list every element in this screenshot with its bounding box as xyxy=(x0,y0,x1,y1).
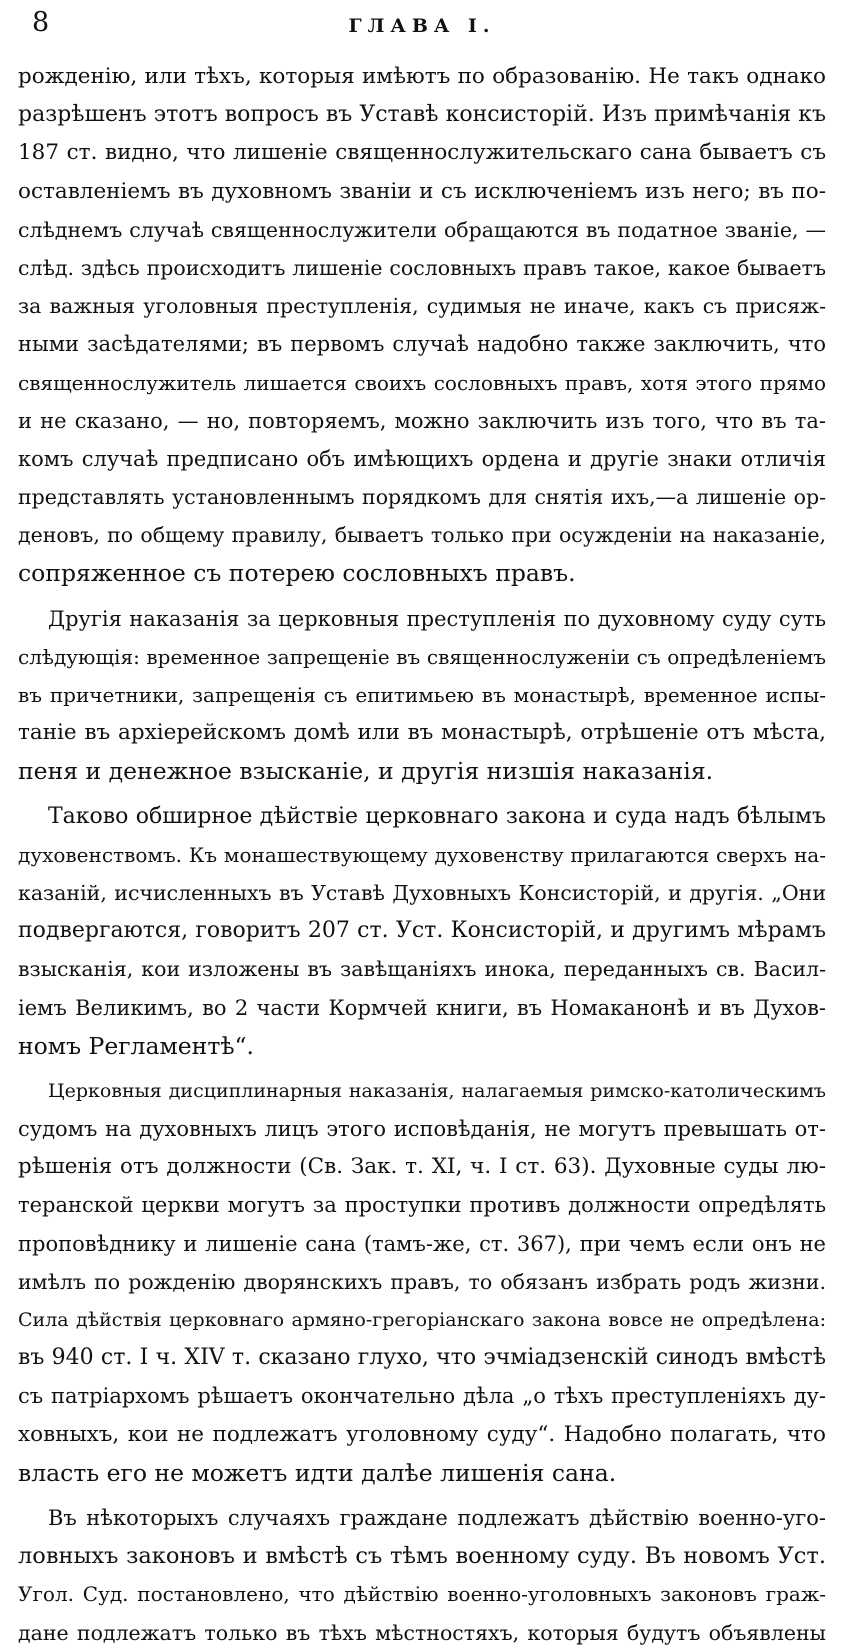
text-line: слѣд. здѣсь происходитъ лишеніе сословныхъ правъ такое, какое бываетъ xyxy=(18,255,826,280)
page-number: 8 xyxy=(32,7,50,38)
text-line: номъ Регламентѣ“. xyxy=(18,1031,254,1060)
text-line: священнослужитель лишается своихъ сословныхъ правъ, хотя этого прямо xyxy=(18,370,826,395)
text-line: Сила дѣйствія церковнаго армяно-грегоріанскаго закона вовсе не опредѣлена: xyxy=(18,1309,826,1331)
text-line: оставленіемъ въ духовномъ званіи и съ исключеніемъ изъ него; въ по- xyxy=(18,178,826,204)
text-line: пеня и денежное взысканіе, и другія низшія наказанія. xyxy=(18,757,714,786)
text-line: Таково обширное дѣйствіе церковнаго закона и суда надъ бѣлымъ xyxy=(48,803,826,829)
text-line: деновъ, по общему правилу, бываетъ только при осужденіи на наказаніе, xyxy=(18,523,826,548)
text-line: Угол. Суд. постановлено, что дѣйствію военно-уголовныхъ законовъ граж- xyxy=(18,1582,826,1607)
text-line: подвергаются, говоритъ 207 ст. Уст. Консисторій, и другимъ мѣрамъ xyxy=(18,918,826,944)
text-line: въ причетники, запрещенія съ епитимьею въ монастырѣ, временное испы- xyxy=(18,683,826,707)
text-line: слѣднемъ случаѣ священнослужители обращаются въ податное званіе, — xyxy=(18,217,826,242)
running-title: ГЛАВА I. xyxy=(348,15,496,37)
text-line: судомъ на духовныхъ лицъ этого исповѣданія, не могутъ превышать от- xyxy=(18,1117,826,1142)
text-line: духовенствомъ. Къ монашествующему духовенству прилагаются сверхъ на- xyxy=(18,842,826,867)
text-line: представлять установленнымъ порядкомъ для снятія ихъ,—а лишеніе ор- xyxy=(18,485,826,510)
text-line: іемъ Великимъ, во 2 части Кормчей книги, въ Номаканонѣ и въ Духов- xyxy=(18,995,826,1020)
page-header xyxy=(0,0,844,50)
body-text xyxy=(18,58,826,1652)
text-line: рѣшенія отъ должности (Св. Зак. т. XI, ч. I ст. 63). Духовные суды лю- xyxy=(18,1154,826,1180)
text-line: ными засѣдателями; въ первомъ случаѣ надобно также заключить, что xyxy=(18,332,826,357)
text-line: комъ случаѣ предписано объ имѣющихъ ордена и другіе знаки отличія xyxy=(18,446,826,471)
text-line: слѣдующія: временное запрещеніе въ священнослуженіи съ опредѣленіемъ xyxy=(18,644,826,669)
text-line: взысканія, кои изложены въ завѣщаніяхъ инока, переданныхъ св. Васил- xyxy=(18,957,826,982)
text-line: теранской церкви могутъ за проступки противъ должности опредѣлять xyxy=(18,1193,826,1218)
text-line: казаній, исчисленныхъ въ Уставѣ Духовныхъ Консисторій, и другія. „Они xyxy=(18,880,826,905)
text-line: дане подлежатъ только въ тѣхъ мѣстностяхъ, которыя будутъ объявлены xyxy=(18,1620,826,1645)
paragraph-3 xyxy=(18,798,826,1065)
text-line: власть его не можетъ идти далѣе лишенія сана. xyxy=(18,1458,617,1487)
text-line: Другія наказанія за церковныя преступленія по духовному суду суть xyxy=(48,606,826,631)
text-line: ховныхъ, кои не подлежатъ уголовному суду“. Надобно полагать, что xyxy=(18,1421,826,1447)
text-line: съ патріархомъ рѣшаетъ окончательно дѣла „о тѣхъ преступленіяхъ ду- xyxy=(18,1384,826,1409)
text-line: разрѣшенъ этотъ вопросъ въ Уставѣ консисторій. Изъ примѣчанія къ xyxy=(18,102,826,128)
text-line: Въ нѣкоторыхъ случаяхъ граждане подлежатъ дѣйствію военно-уго- xyxy=(48,1505,826,1530)
paragraph-1 xyxy=(18,58,826,593)
paragraph-4 xyxy=(18,1072,826,1492)
text-line: и не сказано, — но, повторяемъ, можно заключить изъ того, что въ та- xyxy=(18,408,826,433)
text-line: сопряженное съ потерею сословныхъ правъ. xyxy=(18,559,576,588)
text-line: рожденію, или тѣхъ, которыя имѣютъ по образованію. Не такъ однако xyxy=(18,64,826,89)
text-line: 187 ст. видно, что лишеніе священнослужительскаго сана бываетъ съ xyxy=(18,140,826,166)
text-line: проповѣднику и лишеніе сана (тамъ-же, ст. 367), при чемъ если онъ не xyxy=(18,1231,826,1256)
text-line: за важныя уголовныя преступленія, судимыя не иначе, какъ съ присяж- xyxy=(18,294,826,319)
text-line: имѣлъ по рожденію дворянскихъ правъ, то обязанъ избрать родъ жизни. xyxy=(18,1269,826,1294)
paragraph-5 xyxy=(18,1499,826,1652)
paragraph-2 xyxy=(18,600,826,791)
text-line: Церковныя дисциплинарныя наказанія, налагаемыя римско-католическимъ xyxy=(48,1079,826,1102)
text-line: ловныхъ законовъ и вмѣстѣ съ тѣмъ военному суду. Въ новомъ Уст. xyxy=(18,1543,826,1570)
text-line: таніе въ архіерейскомъ домѣ или въ монастырѣ, отрѣшеніе отъ мѣста, xyxy=(18,720,826,746)
text-line: въ 940 ст. I ч. XIV т. сказано глухо, что эчміадзенскій синодъ вмѣстѣ xyxy=(18,1345,826,1371)
